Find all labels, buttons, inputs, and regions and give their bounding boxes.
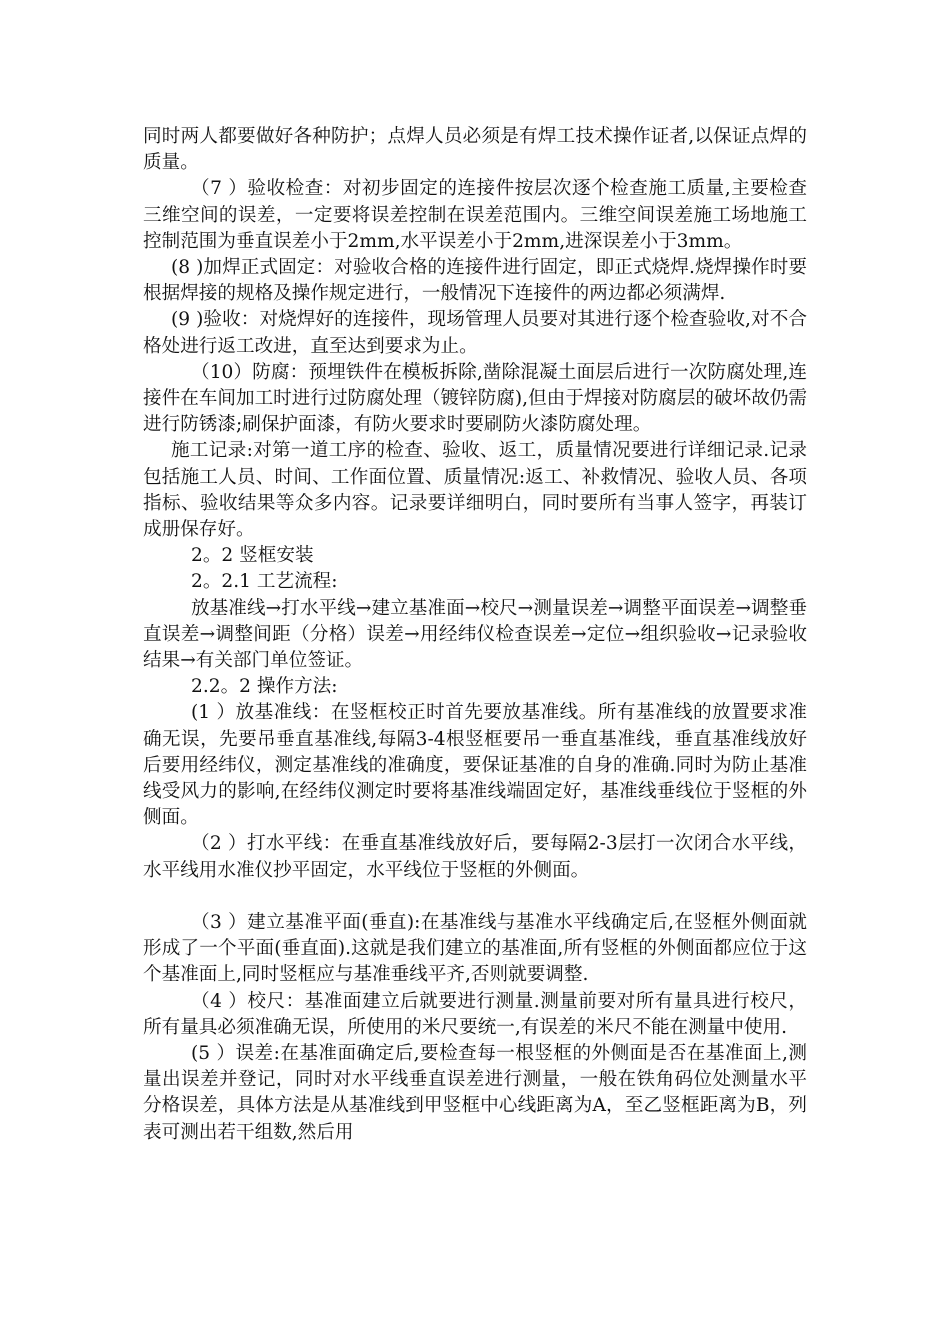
document-body: [143, 124, 807, 1146]
paragraph: 施工记录:对第一道工序的检查、验收、返工，质量情况要进行详细记录.记录包括施工人员、时间、工作面位置、质量情况:返工、补救情况、验收人员、各项指标、验收结果等众多内容。记录要详细明白，同时要所有当事人签字，再装订成册保存好。: [143, 440, 807, 541]
paragraph: （2 ）打水平线：在垂直基准线放好后，要每隔2-3层打一次闭合水平线，水平线用水准仪抄平固定，水平线位于竖框的外侧面。: [143, 833, 807, 881]
paragraph: (5 ）误差:在基准面确定后,要检查每一根竖框的外侧面是否在基准面上,测量出误差并登记，同时对水平线垂直误差进行测量，一般在铁角码位处测量水平分格误差，具体方法是从基准线到甲竖框中心线距离为A，至乙竖框距离为B，列表可测出若干组数,然后用: [143, 1042, 807, 1143]
paragraph: (1 ）放基准线：在竖框校正时首先要放基准线。所有基准线的放置要求准确无误，先要吊垂直基准线,每隔3-4根竖框要吊一垂直基准线，垂直基准线放好后要用经纬仪，测定基准线的准确度，要保证基准的自身的准确.同时为防止基准线受风力的影响,在经纬仪测定时要将基准线端固定好，基准线垂线位于竖框的外侧面。: [143, 702, 807, 829]
subsection-heading: 2.2。2 操作方法:: [191, 676, 338, 698]
paragraph: 放基准线→打水平线→建立基准面→校尺→测量误差→调整平面误差→调整垂直误差→调整间距（分格）误差→用经纬仪检查误差→定位→组织验收→记录验收结果→有关部门单位签证。: [143, 597, 807, 672]
paragraph: (8 )加焊正式固定：对验收合格的连接件进行固定，即正式烧焊.烧焊操作时要根据焊接的规格及操作规定进行，一般情况下连接件的两边都必须满焊.: [143, 257, 807, 305]
paragraph: （3 ）建立基准平面(垂直):在基准线与基准水平线确定后,在竖框外侧面就形成了一个平面(垂直面).这就是我们建立的基准面,所有竖框的外侧面都应位于这个基准面上,同时竖框应与基准垂线平齐,否则就要调整.: [143, 911, 807, 986]
paragraph: (9 )验收：对烧焊好的连接件，现场管理人员要对其进行逐个检查验收,对不合格处进行返工改进，直至达到要求为止。: [143, 309, 807, 357]
paragraph: （4 ）校尺：基准面建立后就要进行测量.测量前要对所有量具进行校尺，所有量具必须准确无误，所使用的米尺要统一,有误差的米尺不能在测量中使用.: [143, 990, 807, 1038]
subsection-heading: 2。2.1 工艺流程:: [191, 571, 338, 593]
paragraph: 同时两人都要做好各种防护；点焊人员必须是有焊工技术操作证者,以保证点焊的质量。: [143, 126, 807, 174]
section-heading: 2。2 竖框安装: [191, 545, 314, 567]
paragraph: （7 ）验收检查：对初步固定的连接件按层次逐个检查施工质量,主要检查三维空间的误差，一定要将误差控制在误差范围内。三维空间误差施工场地施工控制范围为垂直误差小于2mm,水平误差小于2mm,进深误差小于3mm。: [143, 178, 807, 252]
paragraph: （10）防腐：预埋铁件在模板拆除,凿除混凝土面层后进行一次防腐处理,连接件在车间加工时进行过防腐处理（镀锌防腐),但由于焊接对防腐层的破坏故仍需进行防锈漆;刷保护面漆，有防火要求时要刷防火漆防腐处理。: [143, 361, 807, 436]
blank-line: [143, 884, 807, 910]
